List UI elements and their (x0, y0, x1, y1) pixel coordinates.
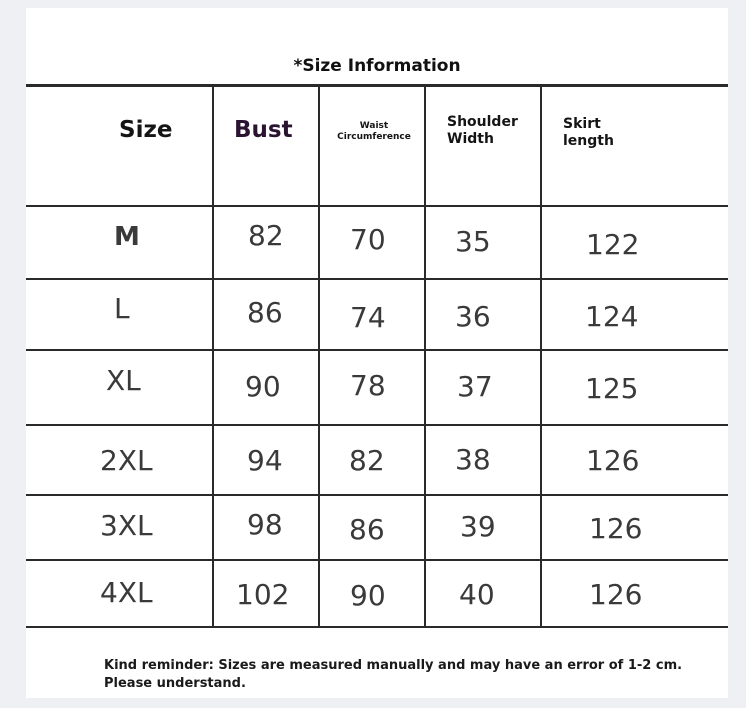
table-cell-size: L (114, 292, 130, 325)
table-cell-size: M (114, 222, 140, 252)
header-skirt (563, 116, 614, 150)
table-top-border (26, 84, 728, 87)
table-cell-skirt: 126 (589, 578, 643, 611)
table-cell-skirt: 122 (586, 228, 640, 261)
table-bottom-border (26, 626, 728, 628)
header-skirt-line2: length (563, 133, 614, 149)
row-divider (26, 205, 728, 207)
row-divider (26, 494, 728, 496)
table-cell-bust: 86 (247, 296, 283, 329)
measurement-note-line1: Kind reminder: Sizes are measured manually and may have an error of 1-2 cm. (104, 658, 683, 673)
table-cell-bust: 90 (245, 370, 281, 403)
table-cell-shoulder: 40 (459, 578, 495, 611)
table-cell-waist: 86 (349, 513, 385, 546)
column-divider (424, 86, 426, 627)
page-title: *Size Information (293, 56, 461, 76)
header-waist-line1: Waist (359, 121, 389, 131)
table-cell-shoulder: 35 (455, 225, 491, 258)
table-cell-bust: 82 (248, 219, 284, 252)
table-cell-size: 2XL (100, 444, 153, 477)
table-cell-shoulder: 36 (455, 300, 491, 333)
table-cell-waist: 74 (350, 301, 386, 334)
column-divider (318, 86, 320, 627)
header-skirt-line1: Skirt (563, 116, 601, 132)
table-cell-size: 4XL (100, 576, 153, 609)
row-divider (26, 278, 728, 280)
table-cell-skirt: 124 (585, 300, 639, 333)
header-size: Size (119, 117, 173, 143)
table-cell-shoulder: 37 (457, 370, 493, 403)
table-cell-waist: 90 (350, 579, 386, 612)
row-divider (26, 424, 728, 426)
table-cell-size: 3XL (100, 509, 153, 542)
table-cell-skirt: 125 (585, 372, 639, 405)
header-shoulder-line2: Width (447, 131, 494, 147)
table-cell-bust: 102 (236, 578, 290, 611)
table-cell-skirt: 126 (589, 512, 643, 545)
column-divider (540, 86, 542, 627)
header-waist-line2: Circumference (337, 132, 411, 142)
measurement-note-line2: Please understand. (104, 676, 246, 691)
measurement-note (104, 657, 682, 693)
table-cell-waist: 78 (350, 369, 386, 402)
table-cell-shoulder: 38 (455, 443, 491, 476)
row-divider (26, 559, 728, 561)
row-divider (26, 349, 728, 351)
table-cell-waist: 82 (349, 444, 385, 477)
header-shoulder-line1: Shoulder (447, 114, 518, 130)
column-divider (212, 86, 214, 627)
table-cell-size: XL (106, 364, 141, 397)
table-cell-bust: 98 (247, 508, 283, 541)
table-cell-bust: 94 (247, 444, 283, 477)
table-cell-waist: 70 (350, 223, 386, 256)
header-bust: Bust (234, 117, 293, 143)
table-cell-skirt: 126 (586, 444, 640, 477)
table-cell-shoulder: 39 (460, 510, 496, 543)
header-shoulder (447, 114, 518, 148)
header-waist (334, 121, 414, 143)
